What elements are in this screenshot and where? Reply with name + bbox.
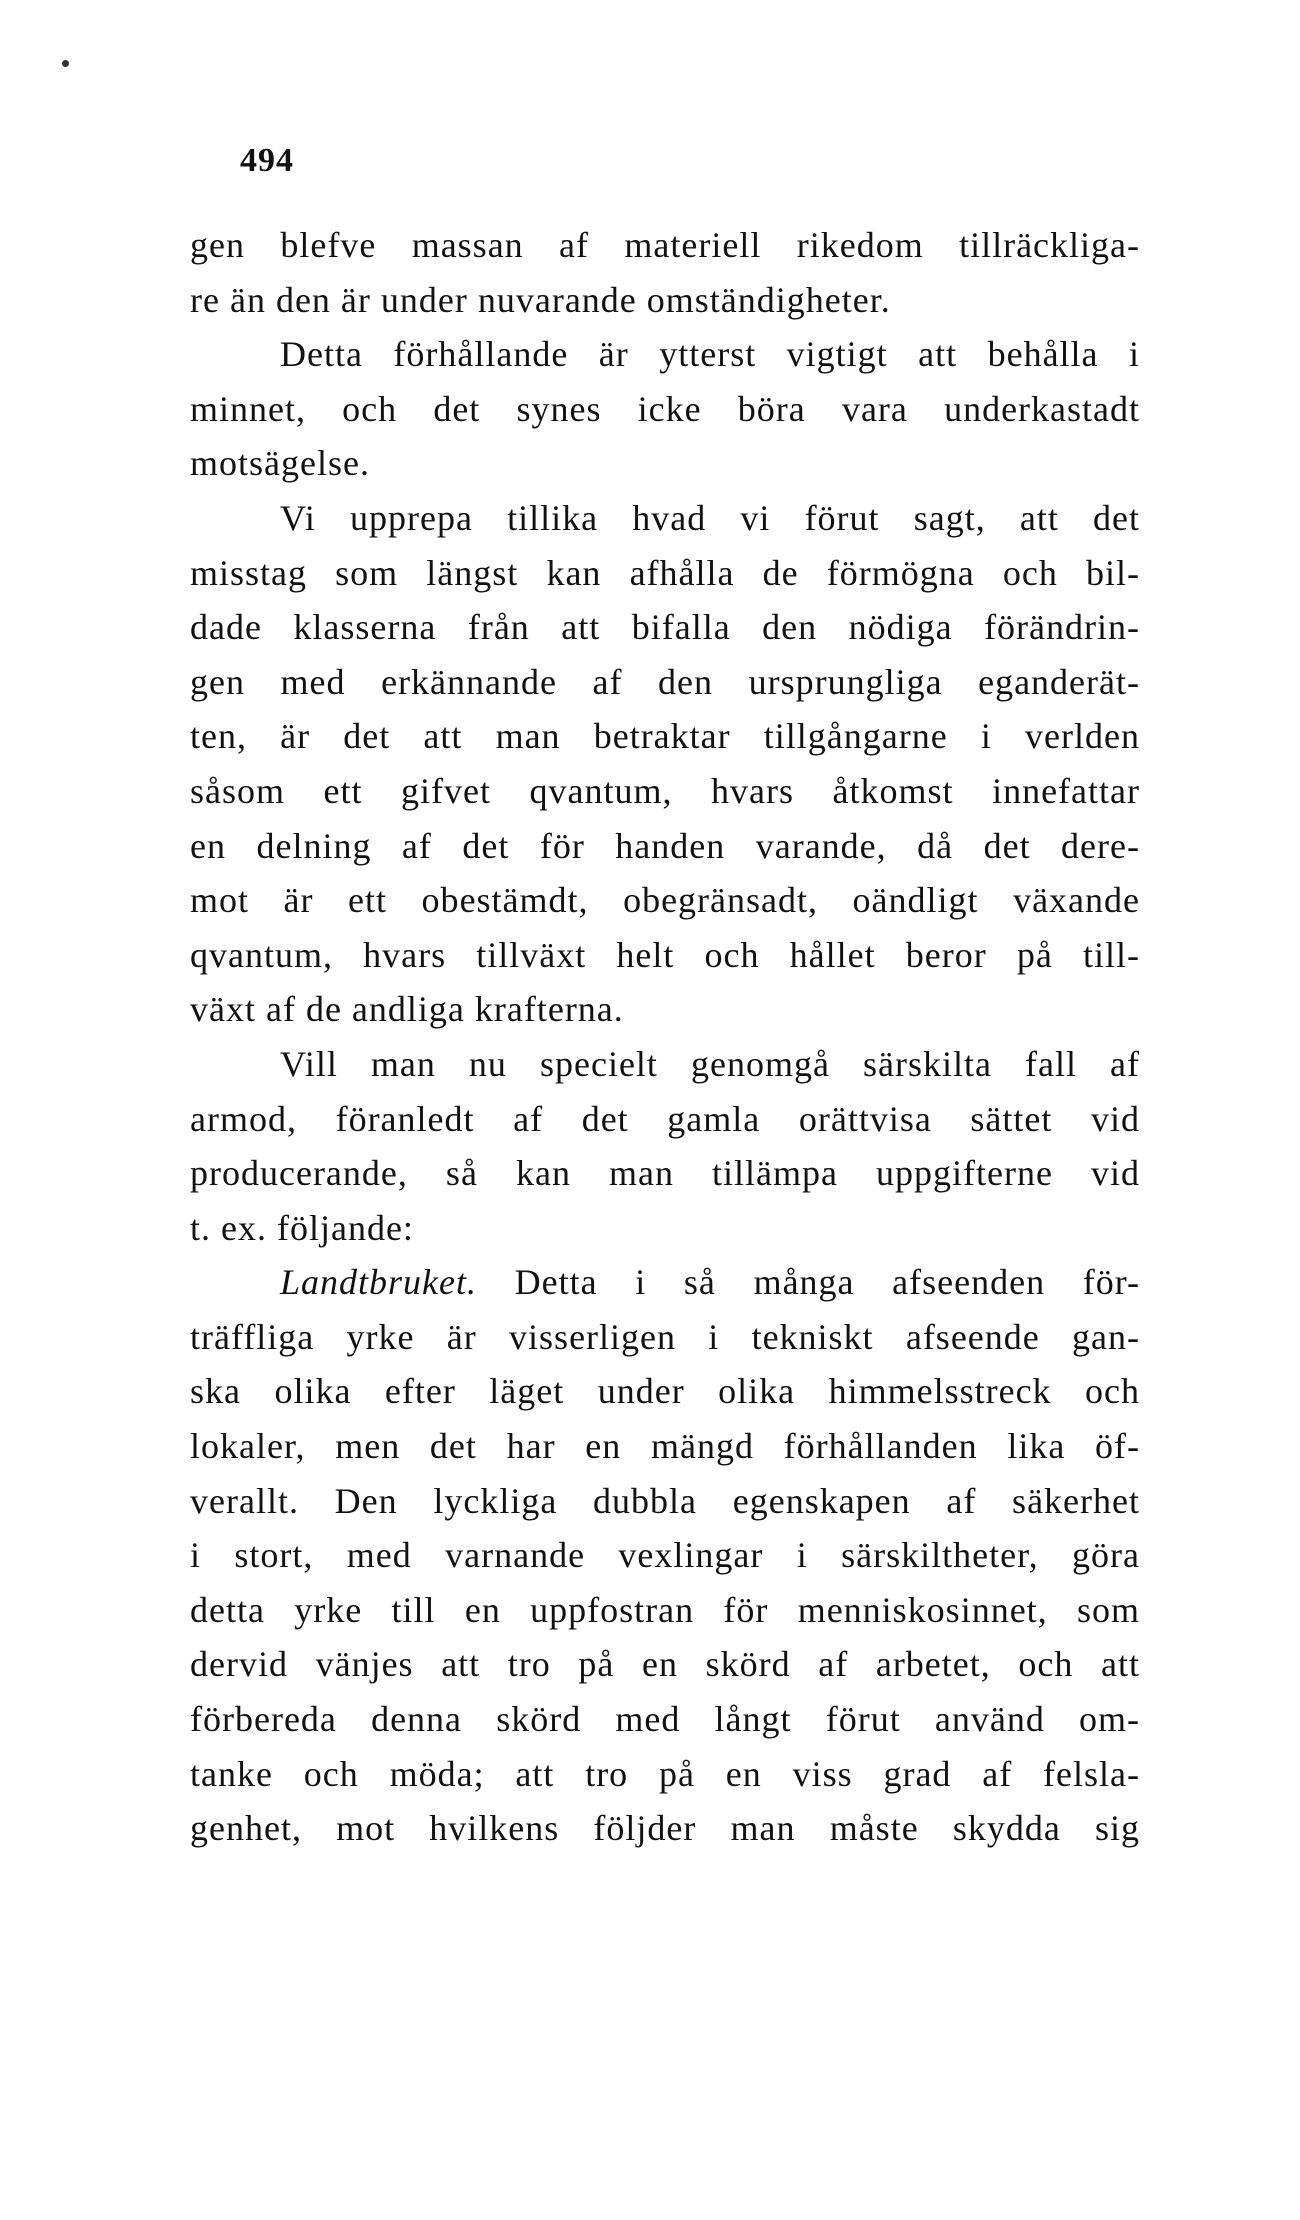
text-line: producerande, så kan man tillämpa uppgifterne vid: [190, 1153, 1140, 1194]
page-number: 494: [240, 142, 294, 179]
text-line: mot är ett obestämdt, obegränsadt, oändligt växande: [190, 880, 1140, 921]
text-line: förbereda denna skörd med långt förut använd om-: [190, 1699, 1140, 1740]
text-line: t. ex. följande:: [190, 1207, 414, 1248]
text-line: gen blefve massan af materiell rikedom tillräckliga-: [190, 225, 1140, 265]
text-line: ten, är det att man betraktar tillgångarne i verlden: [190, 716, 1140, 757]
print-speck: [62, 60, 69, 67]
text-line: Vi upprepa tillika hvad vi förut sagt, att det: [280, 497, 1140, 538]
text-line: dervid vänjes att tro på en skörd af arbetet, och att: [190, 1644, 1140, 1685]
text-line: Vill man nu specielt genomgå särskilta fall af: [280, 1043, 1140, 1084]
text-line: qvantum, hvars tillväxt helt och hållet beror på till-: [190, 934, 1140, 975]
text-line: en delning af det för handen varande, då det dere-: [190, 825, 1140, 866]
section-heading: Landtbruket.: [280, 1262, 477, 1303]
body-text: [190, 218, 1140, 1856]
text-line: lokaler, men det har en mängd förhållanden lika öf-: [190, 1426, 1140, 1467]
text-line: växt af de andliga krafterna.: [190, 989, 624, 1030]
text-line: gen med erkännande af den ursprungliga eganderät-: [190, 661, 1140, 702]
text-line: misstag som längst kan afhålla de förmögna och bil-: [190, 552, 1140, 593]
heading-line-rest: Detta i så många afseenden för-: [477, 1262, 1140, 1303]
text-line: motsägelse.: [190, 443, 370, 484]
text-line: ska olika efter läget under olika himmelsstreck och: [190, 1371, 1140, 1412]
text-line: träffliga yrke är visserligen i tekniskt afseende gan-: [190, 1316, 1140, 1357]
text-line: genhet, mot hvilkens följder man måste skydda sig: [190, 1808, 1140, 1849]
text-line: armod, föranledt af det gamla orättvisa sättet vid: [190, 1098, 1140, 1139]
text-line: dade klasserna från att bifalla den nödiga förändrin-: [190, 607, 1140, 648]
text-line: tanke och möda; att tro på en viss grad af felsla-: [190, 1753, 1140, 1794]
text-line: verallt. Den lyckliga dubbla egenskapen af säkerhet: [190, 1480, 1140, 1521]
text-line: minnet, och det synes icke böra vara underkastadt: [190, 388, 1140, 429]
text-line: re än den är under nuvarande omständigheter.: [190, 279, 891, 320]
section-heading-line: [190, 1255, 1140, 1310]
text-line: såsom ett gifvet qvantum, hvars åtkomst innefattar: [190, 770, 1140, 811]
text-line: i stort, med varnande vexlingar i särskiltheter, göra: [190, 1535, 1140, 1576]
text-line: Detta förhållande är ytterst vigtigt att behålla i: [280, 334, 1140, 375]
text-line: detta yrke till en uppfostran för menniskosinnet, som: [190, 1589, 1140, 1630]
